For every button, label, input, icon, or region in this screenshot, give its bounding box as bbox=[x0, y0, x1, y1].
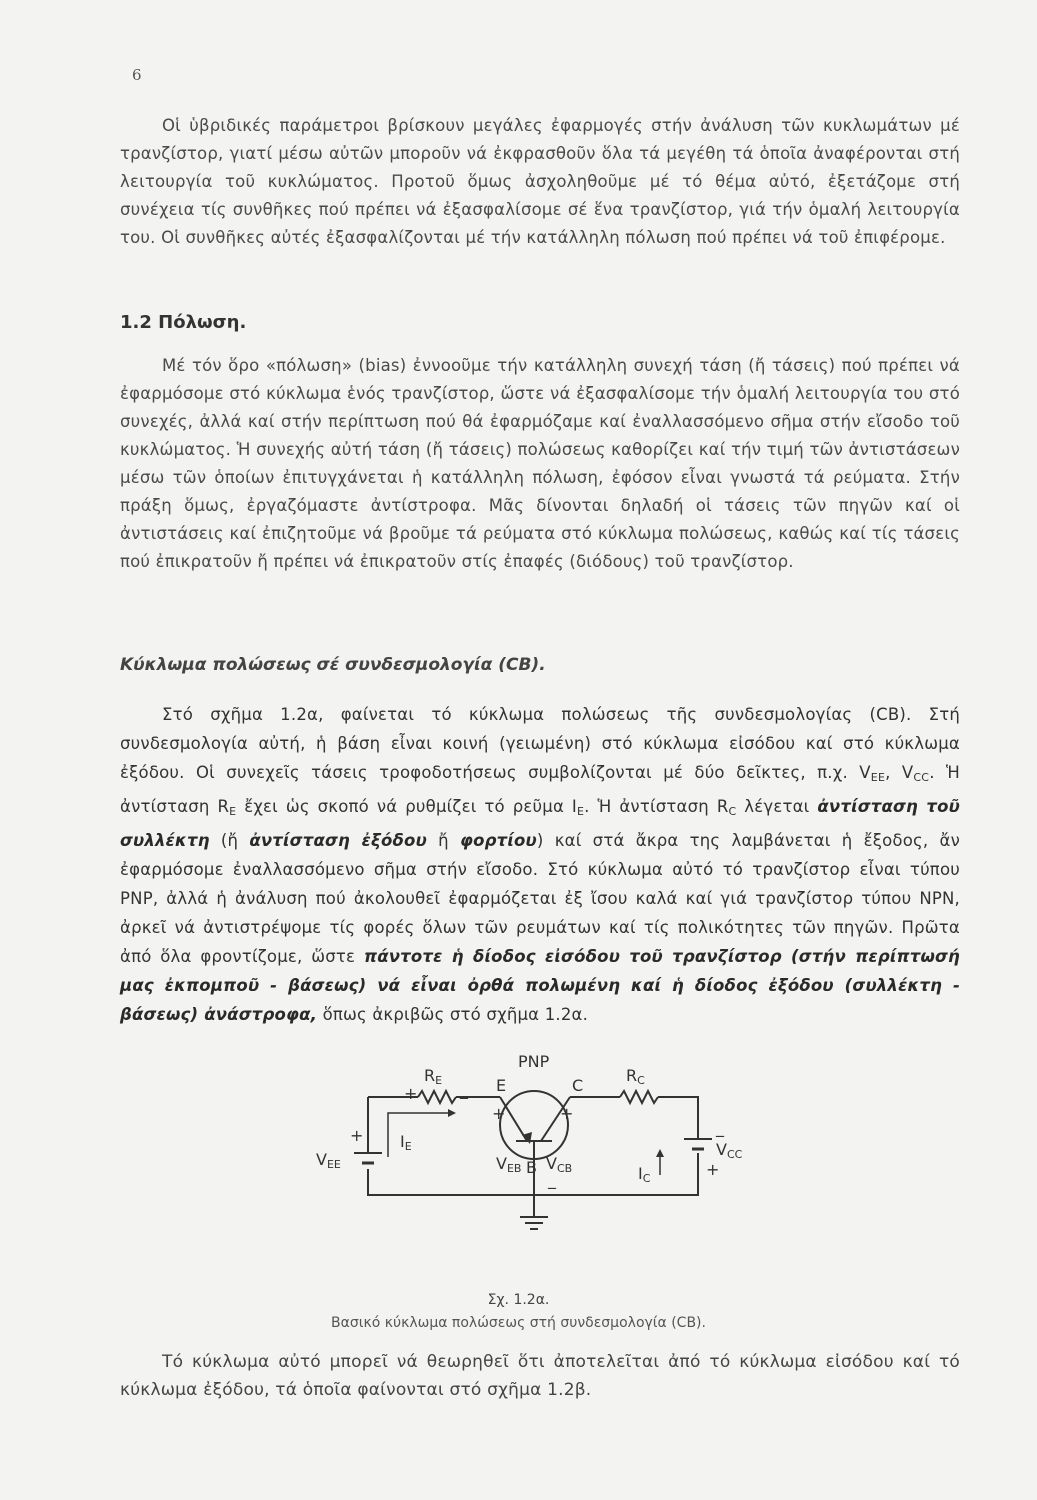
cb-bias-circuit-diagram bbox=[316, 1045, 743, 1285]
paragraph-biasing: Μέ τόν ὅρο «πόλωση» (bias) ἐννοοῦμε τήν κατάλληλη συνεχή τάση (ἤ τάσεις) πού πρέπει νά ἐφαρμόσομε στό κύκλωμα ἑνός τρανζίστορ, ὥστε νά ἐξασφαλίσομε τήν ὁμαλή λειτουργία του στό συνεχές, ἀλλά καί στήν περίπτωση πού θά ἐφαρμόζαμε καί ἐναλλασσόμενο σῆμα στήν εἴσοδο τοῦ κυκλώματος. Ἡ συνεχής αὐτή τάση (ἤ τάσεις) πολώσεως καθορίζει καί τήν τιμή τῶν ἀντιστάσεων μέσω τῶν ὁποίων ἐπιτυγχάνεται ἡ κατάλληλη πόλωση, ἐφόσον εἶναι γνωστά τά ρεύματα. Στήν πράξη ὅμως, ἐργαζόμαστε ἀντίστροφα. Μᾶς δίνονται δηλαδή οἱ τάσεις τῶν πηγῶν καί οἱ ἀντιστάσεις καί ἐπιζητοῦμε νά βροῦμε τά ρεύματα στό κύκλωμα πολώσεως, καθώς καί τίς τάσεις πού ἐπικρατοῦν ἤ πρέπει νά ἐπικρατοῦν στίς ἐπαφές (διόδους) τοῦ τρανζίστορ. bbox=[120, 356, 960, 571]
label-veb-v: V bbox=[496, 1154, 507, 1173]
label-vee bbox=[316, 1150, 341, 1171]
section-heading: 1.2 Πόλωση. bbox=[120, 312, 247, 333]
current-arrow-ie bbox=[388, 1113, 448, 1157]
label-veb-sub: EB bbox=[506, 1162, 522, 1175]
label-plus-c: + bbox=[560, 1104, 574, 1123]
label-minus-b: _ bbox=[548, 1170, 556, 1189]
label-vcb-v: V bbox=[546, 1154, 557, 1173]
label-re-sub: E bbox=[435, 1074, 443, 1087]
text-run: (ἤ bbox=[209, 831, 250, 850]
label-minus-re: _ bbox=[460, 1080, 468, 1099]
text-run: . Ἡ ἀντίσταση R bbox=[120, 763, 960, 816]
label-ie-i: I bbox=[400, 1132, 405, 1151]
page-number: 6 bbox=[132, 66, 142, 84]
subscript: CC bbox=[913, 771, 930, 784]
emphasis-collector-resistance: ἀντίσταση τοῦ συλλέκτη bbox=[120, 797, 961, 850]
label-re-r: R bbox=[424, 1066, 436, 1085]
subscript: C bbox=[728, 805, 737, 818]
label-ic bbox=[638, 1164, 651, 1185]
subheading-cb-bias-circuit: Κύκλωμα πολώσεως σέ συνδεσμολογία (CB). bbox=[120, 655, 546, 675]
emphasis-bias-rule: πάντοτε ἡ δίοδος εἰσόδου τοῦ τρανζίστορ (στήν περίπτωσή μας ἐκπομποῦ - βάσεως) νά εἶναι ὀρθά πολωμένη καί ἡ δίοδος ἐξόδου (συλλέκτη - βάσεως) ἀνάστροφα, bbox=[120, 947, 960, 1024]
label-collector: C bbox=[572, 1076, 584, 1095]
paragraph-conclusion: Τό κύκλωμα αὐτό μπορεῖ νά θεωρηθεῖ ὅτι ἀποτελεῖται ἀπό τό κύκλωμα εἰσόδου καί τό κύκλωμα ἐξόδου, τά ὁποῖα φαίνονται στό σχῆμα 1.2β. bbox=[120, 1352, 960, 1400]
subscript: E bbox=[576, 805, 585, 818]
text-run: λέγεται bbox=[736, 797, 818, 816]
arrow-head-ie bbox=[448, 1109, 456, 1117]
label-rc-r: R bbox=[626, 1066, 638, 1085]
label-veb bbox=[496, 1154, 521, 1175]
label-rc bbox=[626, 1066, 645, 1087]
label-re bbox=[424, 1066, 442, 1087]
wire-output-top-2 bbox=[658, 1097, 698, 1139]
emphasis-load: φορτίου bbox=[459, 831, 537, 850]
label-vcc bbox=[716, 1140, 743, 1161]
text-run: ἤ bbox=[426, 831, 460, 850]
label-plus-re: + bbox=[404, 1084, 418, 1103]
text-run: ) καί στά ἄκρα της λαμβάνεται ἡ ἔξοδος, ἄν ἐφαρμόσομε ἐναλλασσόμενο σῆμα στήν εἴσοδο. Στό κύκλωμα αὐτό τό τρανζίστορ εἶναι τύπου PNP, ἀλλά ἡ ἀνάλυση πού ἀκολουθεῖ ἐφαρμόζεται ἐξ ἴσου καλά καί γιά τρανζίστορ τύπου NPN, ἀρκεῖ νά ἀντιστρέψομε τίς φορές ὅλων τῶν ρευμάτων καί τίς πολικότητες τῶν πηγῶν. Πρῶτα ἀπό ὅλα φροντίζομε, ὥστε bbox=[120, 831, 960, 966]
arrow-head-ic bbox=[656, 1149, 664, 1157]
label-vcc-sub: CC bbox=[726, 1148, 743, 1161]
text-run: ἔχει ὡς σκοπό νά ρυθμίζει τό ρεῦμα I bbox=[236, 797, 577, 816]
label-minus-vcc: _ bbox=[716, 1118, 724, 1137]
figure-caption-number: Σχ. 1.2α. bbox=[487, 1292, 550, 1308]
label-plus-vee: + bbox=[350, 1126, 364, 1145]
paragraph-intro: Οἱ ὑβριδικές παράμετροι βρίσκουν μεγάλες ἐφαρμογές στήν ἀνάλυση τῶν κυκλωμάτων μέ τρανζίστορ, γιατί μέσω αὐτῶν μποροῦν νά ἐκφρασθοῦν ὅλα τά μεγέθη τά ὁποῖα ἀναφέρονται στή λειτουργία τοῦ κυκλώματος. Προτοῦ ὅμως ἀσχοληθοῦμε μέ τό θέμα αὐτό, ἐξετάζομε στή συνέχεια τίς συνθῆκες πού πρέπει νά ἐξασφαλίσομε σέ ἕνα τρανζίστορ, γιά τήν ὁμαλή λειτουργία του. Οἱ συνθῆκες αὐτές ἐξασφαλίζονται μέ τήν κατάλληλη πόλωση πού πρέπει νά τοῦ ἐπιφέρομε. bbox=[120, 116, 960, 247]
label-vcb-sub: CB bbox=[556, 1162, 573, 1175]
label-ie bbox=[400, 1132, 412, 1153]
label-ie-sub: E bbox=[404, 1140, 412, 1153]
label-vee-v: V bbox=[316, 1150, 327, 1169]
subscript: E bbox=[229, 805, 237, 818]
label-pnp: PNP bbox=[518, 1052, 550, 1071]
label-vcc-v: V bbox=[716, 1140, 727, 1159]
text-run: ὅπως ἀκριβῶς στό σχῆμα 1.2α. bbox=[317, 1005, 589, 1024]
text-run: Στό σχῆμα 1.2α, φαίνεται τό κύκλωμα πολώσεως τῆς συνδεσμολογίας (CB). Στή συνδεσμολογία αὐτή, ἡ βάση εἶναι κοινή (γειωμένη) στό κύκλωμα εἰσόδου καί στό κύκλωμα ἐξόδου. Οἱ συνεχεῖς τάσεις τροφοδοτήσεως συμβολίζονται μέ δύο δεῖκτες, π.χ. V bbox=[120, 705, 960, 782]
resistor-rc bbox=[620, 1091, 658, 1103]
emphasis-output-resistance: ἀντίσταση ἐξόδου bbox=[249, 831, 427, 850]
label-vee-sub: EE bbox=[326, 1158, 341, 1171]
label-plus-e: + bbox=[492, 1104, 506, 1123]
label-plus-vcc: + bbox=[706, 1160, 720, 1179]
label-emitter: E bbox=[496, 1076, 507, 1095]
label-ic-i: I bbox=[638, 1164, 643, 1183]
figure-caption: Βασικό κύκλωμα πολώσεως στή συνδεσμολογία (CB). bbox=[331, 1315, 706, 1331]
paragraph-cb-circuit bbox=[120, 700, 960, 1029]
subscript: EE bbox=[870, 771, 886, 784]
label-vcb bbox=[546, 1154, 572, 1175]
label-rc-sub: C bbox=[637, 1074, 645, 1087]
label-base: B bbox=[526, 1158, 537, 1177]
text-run: . Ἡ ἀντίσταση R bbox=[584, 797, 729, 816]
label-ic-sub: C bbox=[642, 1172, 651, 1185]
text-run: , V bbox=[885, 763, 914, 782]
resistor-re bbox=[418, 1091, 456, 1103]
